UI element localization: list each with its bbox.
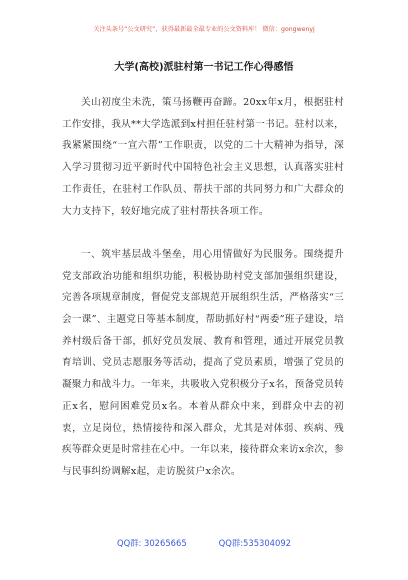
document-body	[62, 92, 344, 483]
paragraph-spacer	[62, 222, 344, 244]
footer-qq-group-2: QQ群:535304092	[218, 538, 291, 548]
header-banner: 关注头条号“公文研究”，获得最新最全最专业的公文资料库！ 微信：gongwenyj	[93, 26, 315, 33]
document-title: 大学(高校)派驻村第一书记工作心得感悟	[114, 62, 294, 73]
footer-contact	[0, 537, 408, 549]
paragraph-section-one: 一、筑牢基层战斗堡垒，用心用情做好为民服务。围绕提升党支部政治功能和组织功能，积极协助村党支部加强组织建设，完善各项规章制度，督促党支部规范开展组织生活，严格落实“三会一课”、主题党日等基本制度，帮助抓好村“两委”班子建设，培养村级后备干部，抓好党员发展、教育和管理，通过开展党员教育培训、党员志愿服务等活动，提高了党员素质，增强了党员的凝聚力和战斗力。一年来，共吸收入党积极分子x名，预备党员转正x名，慰问困难党员x名。本着从群众中来，到群众中去的初衷，立足岗位，热情接待和深入群众，尤其是对体弱、疾病、残疾等群众更是时常挂在心中。一年以来，接待群众来访x余次，参与民事纠纷调解x起，走访脱贫户x余次。	[62, 248, 344, 477]
footer-qq-group-1: QQ群: 30265665	[116, 538, 187, 548]
paragraph-intro: 关山初度尘未洗，策马扬鞭再奋蹄。20xx年x月，根据驻村工作安排，我从**大学选派到x村担任驻村第一书记。驻村以来，我紧紧围绕“一宣六帮”工作职责，以党的二十大精神为指导，深入学习贯彻习近平新时代中国特色社会主义思想，认真落实驻村工作责任，在驻村工作队员、帮扶干部的共同努力和广大群众的大力支持下，较好地完成了驻村帮扶各项工作。	[62, 97, 344, 217]
